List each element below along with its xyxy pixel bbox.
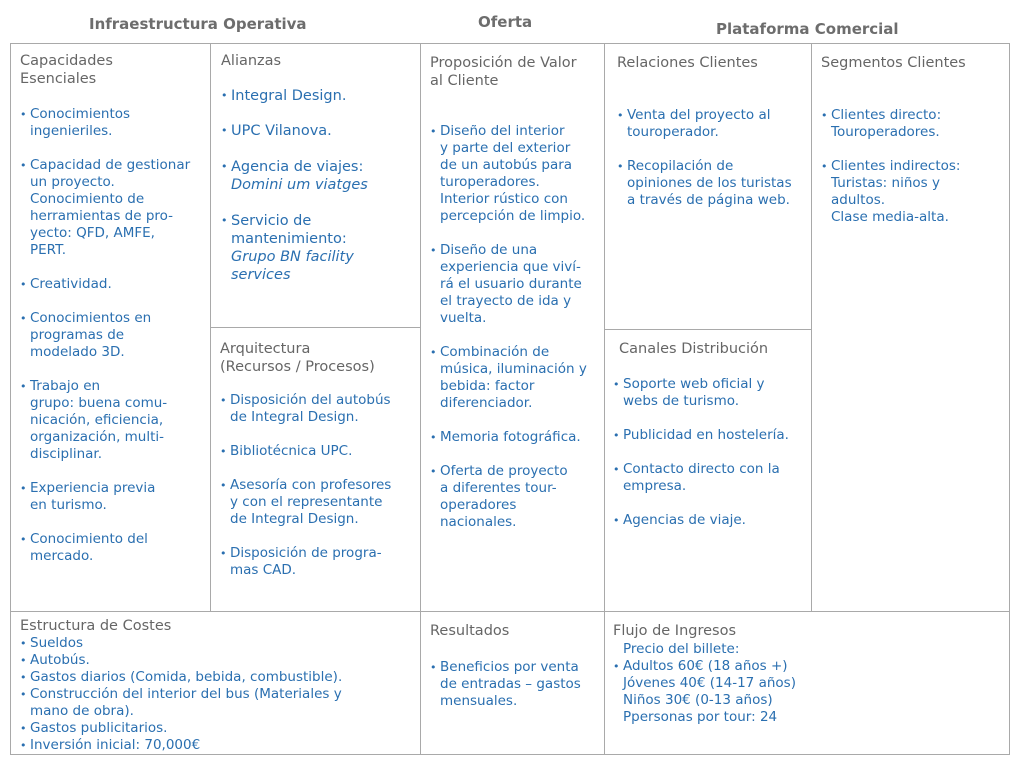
segmentos-title: Segmentos Clientes [821, 55, 966, 71]
alianza-text: Agencia de viajes: [231, 159, 364, 175]
capacidades-title: Capacidades Esenciales [20, 53, 113, 87]
list-item: • Venta del proyecto al touroperador. [617, 107, 809, 141]
list-item: • Recopilación de opiniones de los turistas a través de página web. [617, 158, 809, 209]
list-item: • Conocimientos en programas de modelado 3D. [20, 310, 208, 361]
resultados-list [430, 659, 602, 727]
header-oferta: Oferta [478, 13, 533, 31]
list-item: • Bibliotécnica UPC. [220, 443, 416, 460]
header-plataforma: Plataforma Comercial [716, 20, 899, 38]
list-item [221, 87, 417, 105]
list-item: • Oferta de proyecto a diferentes tour- operadores nacionales. [430, 463, 602, 531]
list-item: • Combinación de música, iluminación y bebida: factor diferenciador. [430, 344, 602, 412]
relaciones-title: Relaciones Clientes [617, 55, 758, 71]
list-item: • Soporte web oficial y webs de turismo. [613, 376, 809, 410]
list-item: • Gastos diarios (Comida, bebida, combustible). [20, 669, 418, 686]
propuesta-title: Proposición de Valor al Cliente [430, 55, 577, 89]
list-item [221, 158, 417, 194]
list-item: • Clientes directo: Touroperadores. [821, 107, 1007, 141]
list-item: • Disposición de progra- mas CAD. [220, 545, 416, 579]
alianza-text: UPC Vilanova. [231, 123, 332, 139]
resultados-title: Resultados [430, 623, 510, 639]
list-item: • Inversión inicial: 70,000€ [20, 737, 418, 754]
list-item: • Conocimiento del mercado. [20, 531, 208, 565]
canales-title: Canales Distribución [619, 341, 769, 357]
alianzas-list [221, 87, 417, 301]
list-item: • Adultos 60€ (18 años +) [613, 658, 1007, 675]
alianza-sub: Domini um viatges [231, 177, 368, 193]
list-item [221, 212, 417, 284]
list-item: • Asesoría con profesores y con el representante de Integral Design. [220, 477, 416, 528]
list-item: • Creatividad. [20, 276, 208, 293]
ingresos-prices: Jóvenes 40€ (14-17 años) Niños 30€ (0-13 años) Ppersonas por tour: 24 [623, 675, 796, 725]
list-item: • Autobús. [20, 652, 418, 669]
segmentos-list [821, 107, 1007, 243]
list-item: • Contacto directo con la empresa. [613, 461, 809, 495]
arquitectura-title: Arquitectura (Recursos / Procesos) [220, 341, 375, 375]
capacidades-list [20, 106, 208, 582]
header-infraestructura: Infraestructura Operativa [89, 15, 307, 33]
list-item: • Capacidad de gestionar un proyecto. Conocimiento de herramientas de pro- yecto: QFD, AMFE, PERT. [20, 157, 208, 259]
costes-title: Estructura de Costes [20, 618, 172, 634]
list-item: • Construcción del interior del bus (Materiales y mano de obra). [20, 686, 418, 720]
list-item: • Conocimientos ingenieriles. [20, 106, 208, 140]
list-item: • Diseño del interior y parte del exterior de un autobús para turoperadores. Interior rústico con percepción de limpio. [430, 123, 602, 225]
alianzas-title: Alianzas [221, 53, 282, 69]
alianza-text: Servicio de mantenimiento: [231, 213, 347, 247]
list-item: • Beneficios por venta de entradas – gastos mensuales. [430, 659, 602, 710]
list-item: • Publicidad en hostelería. [613, 427, 809, 444]
list-item: • Gastos publicitarios. [20, 720, 418, 737]
list-item: • Sueldos [20, 635, 418, 652]
relaciones-list [617, 107, 809, 226]
list-item [221, 122, 417, 140]
list-item: • Agencias de viaje. [613, 512, 809, 529]
alianza-text: Integral Design. [231, 88, 347, 104]
ingresos-title: Flujo de Ingresos [613, 623, 737, 639]
ingresos-list [613, 658, 1007, 675]
list-item: • Disposición del autobús de Integral Design. [220, 392, 416, 426]
list-item: • Trabajo en grupo: buena comu- nicación, eficiencia, organización, multi- disciplinar. [20, 378, 208, 463]
list-item: • Diseño de una experiencia que viví- rá el usuario durante el trayecto de ida y vuelta. [430, 242, 602, 327]
list-item: • Clientes indirectos: Turistas: niños y adultos. Clase media-alta. [821, 158, 1007, 226]
alianza-sub: Grupo BN facility services [231, 249, 354, 283]
arquitectura-list [220, 392, 416, 596]
costes-list [20, 635, 418, 754]
list-item: • Experiencia previa en turismo. [20, 480, 208, 514]
canales-list [613, 376, 809, 546]
propuesta-list [430, 123, 602, 548]
ingresos-subtitle: Precio del billete: [623, 641, 740, 657]
list-item: • Memoria fotográfica. [430, 429, 602, 446]
